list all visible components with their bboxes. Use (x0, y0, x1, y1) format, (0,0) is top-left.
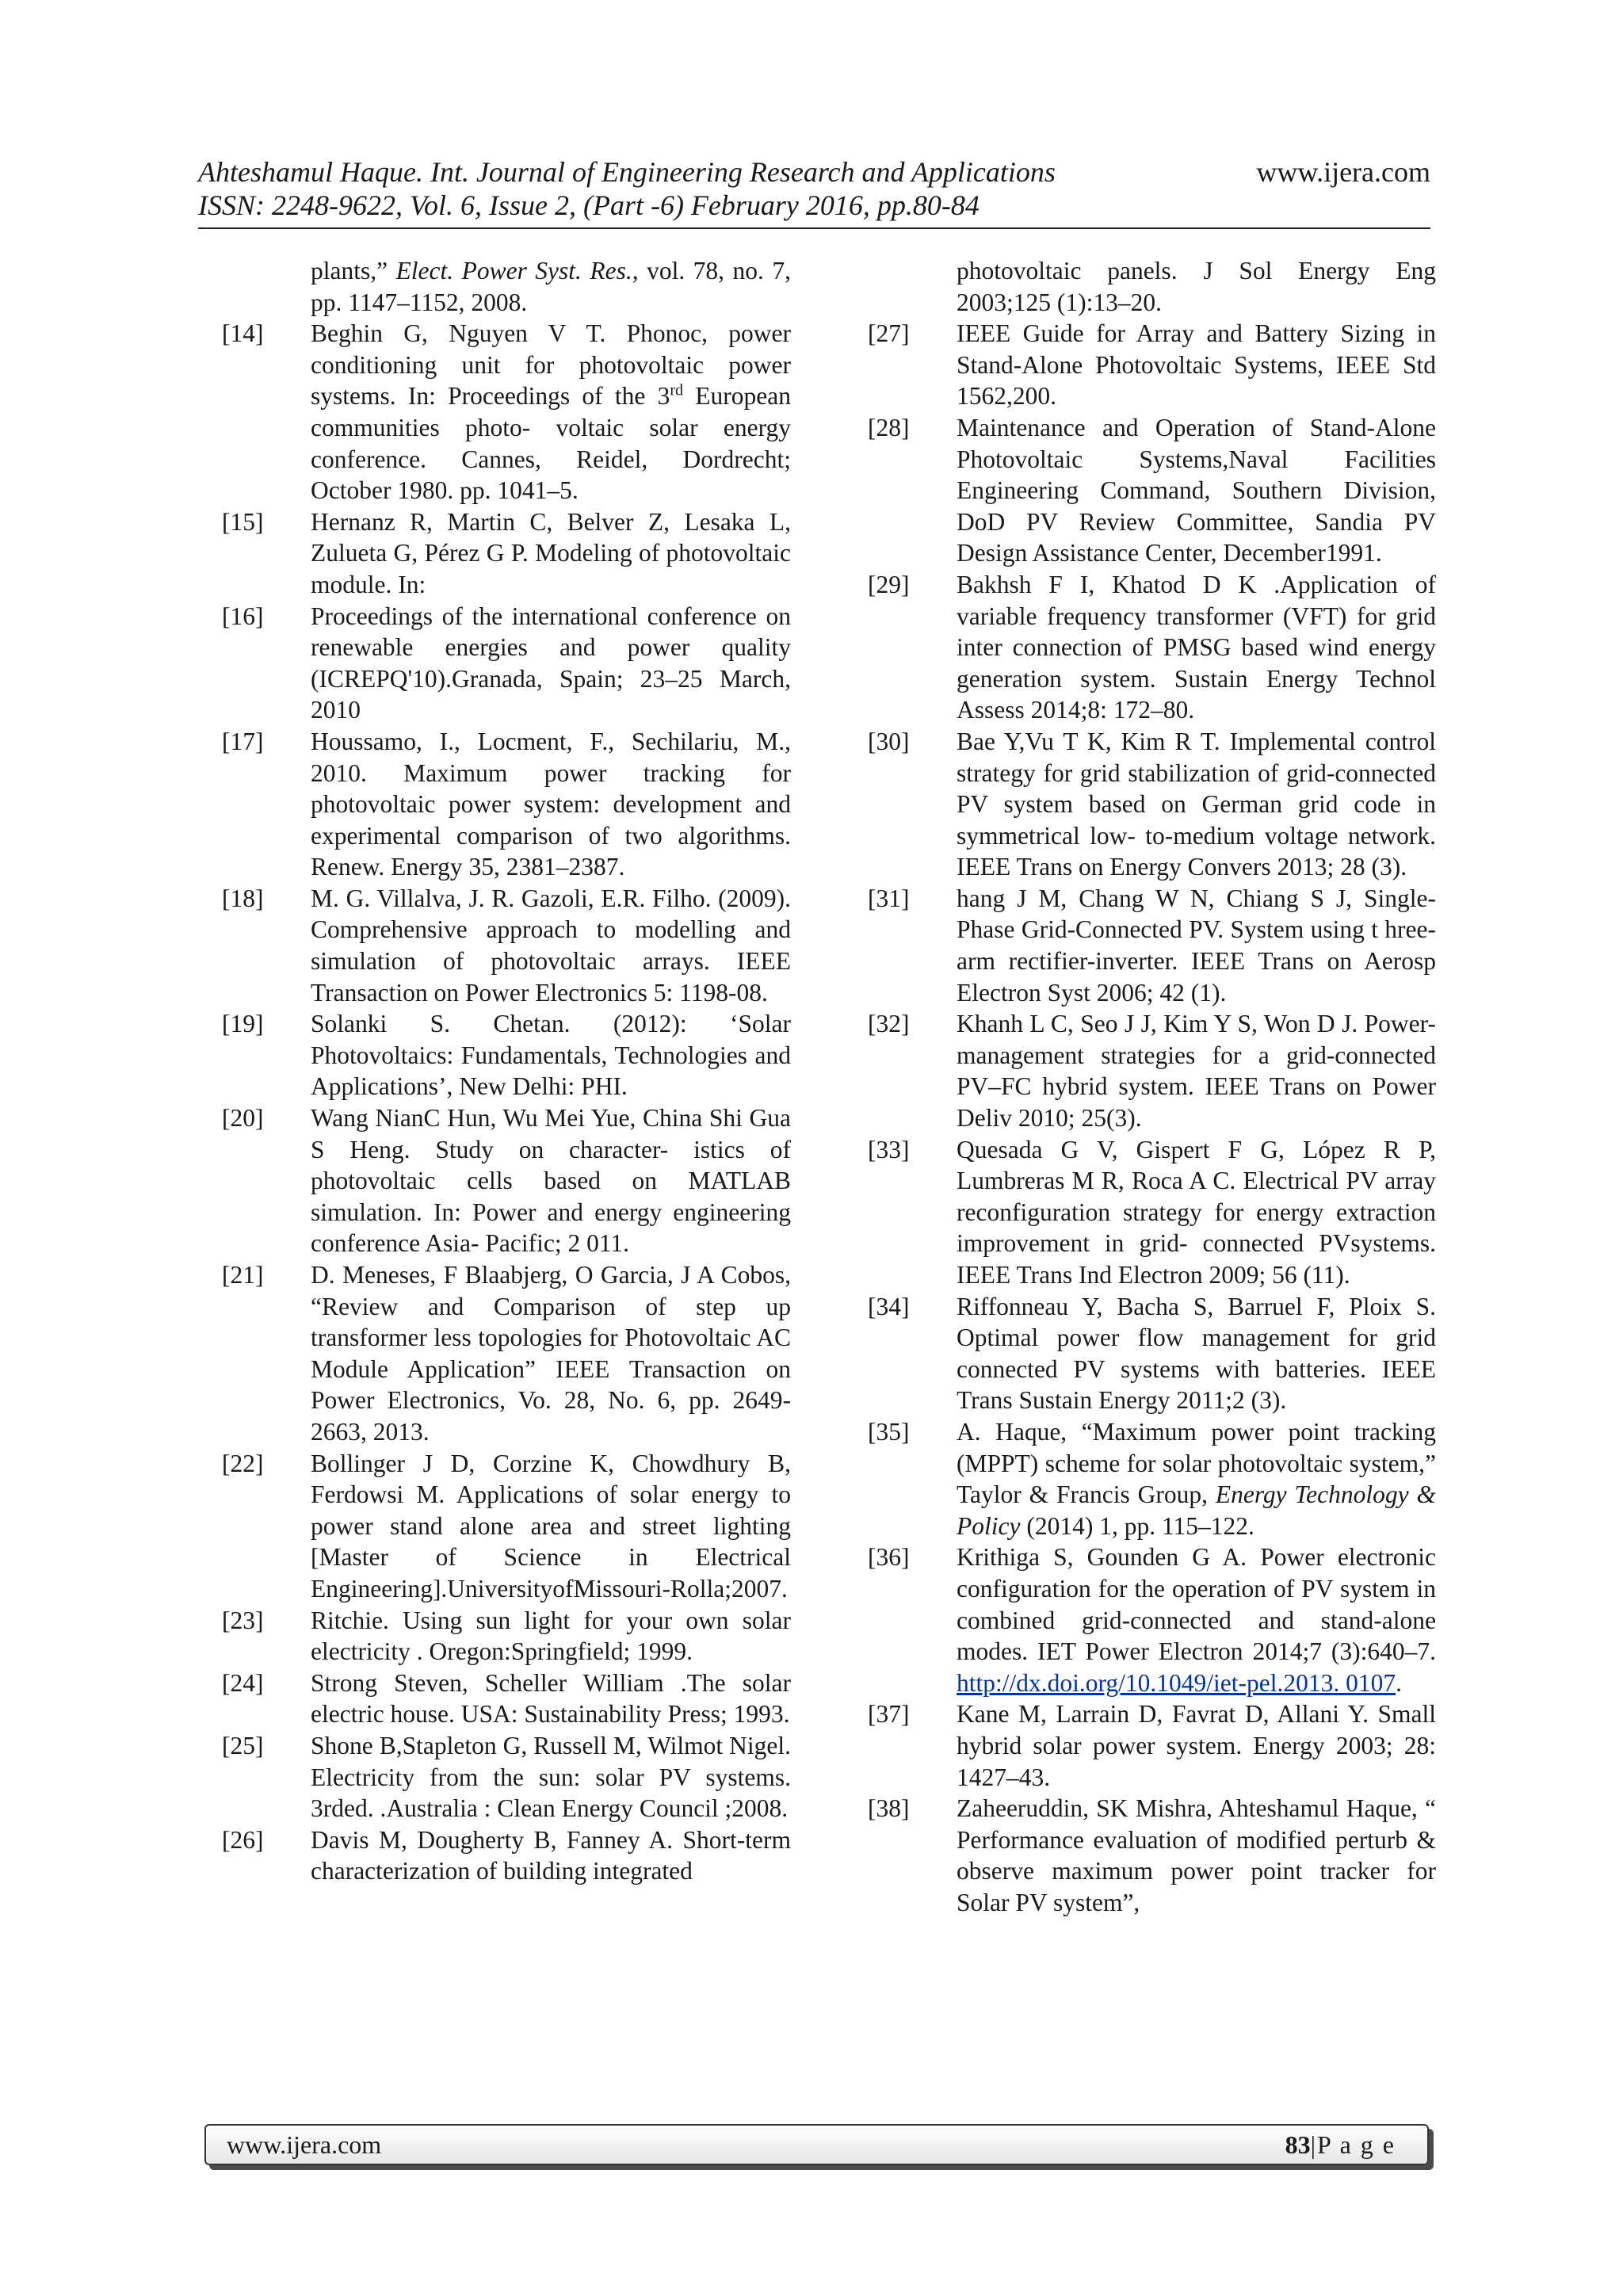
reference-32: [32] Khanh L C, Seo J J, Kim Y S, Won D J. Power-management strategies for a grid-connected PV–FC hybrid system. IEEE Trans on Power Deliv 2010; 25(3). (868, 1010, 1436, 1133)
header-divider (198, 227, 1430, 229)
reference-22: [22] Bollinger J D, Corzine K, Chowdhury B, Ferdowsi M. Applications of solar energy to power stand alone area and street lighting [Master of Science in Electrical Engineering].UniversityofMissouri-Rolla;2007. (222, 1449, 791, 1603)
reference-19: [19] Solanki S. Chetan. (2012): ‘Solar Photovoltaics: Fundamentals, Technologies and Applications’, New Delhi: PHI. (222, 1010, 791, 1101)
reference-38: [38] Zaheeruddin, SK Mishra, Ahteshamul Haque, “ Performance evaluation of modified perturb & observe maximum power point tracker for Solar PV system”, (868, 1794, 1436, 1916)
reference-18: [18] M. G. Villalva, J. R. Gazoli, E.R. Filho. (2009). Comprehensive approach to modelling and simulation of photovoltaic arrays. IEEE Transaction on Power Electronics 5: 1198-08. (222, 884, 791, 1007)
page-footer (204, 2124, 1429, 2165)
reference-20: [20] Wang NianC Hun, Wu Mei Yue, China Shi Gua S Heng. Study on character- istics of photovoltaic cells based on MATLAB simulation. In: Power and energy engineering conference Asia- Pacific; 2 011. (222, 1104, 791, 1258)
reference-15: [15] Hernanz R, Martin C, Belver Z, Lesaka L, Zulueta G, Pérez G P. Modeling of photovoltaic module. In: (222, 507, 791, 598)
journal-title: Ahteshamul Haque. Int. Journal of Engineering Research and Applications (198, 156, 1056, 188)
page-header (198, 155, 1430, 222)
reference-17: [17] Houssamo, I., Locment, F., Sechilariu, M., 2010. Maximum power tracking for photovoltaic power system: development and experimental comparison of two algorithms. Renew. Energy 35, 2381–2387. (222, 727, 791, 881)
reference-33: [33] Quesada G V, Gispert F G, López R P, Lumbreras M R, Roca A C. Electrical PV array reconfiguration strategy for energy extraction improvement in grid- connected PVsystems. IEEE Trans Ind Electron 2009; 56 (11). (868, 1135, 1436, 1289)
doi-link[interactable]: http://dx.doi.org/10.1049/iet-pel.2013. 0107 (957, 1668, 1396, 1697)
issn-line: ISSN: 2248-9622, Vol. 6, Issue 2, (Part -6) February 2016, pp.80-84 (198, 189, 980, 221)
reference-37: [37] Kane M, Larrain D, Favrat D, Allani Y. Small hybrid solar power system. Energy 2003; 28: 1427–43. (868, 1700, 1436, 1791)
reference-29: [29] Bakhsh F I, Khatod D K .Application of variable frequency transformer (VFT) for grid inter connection of PMSG based wind energy generation system. Sustain Energy Technol Assess 2014;8: 172–80. (868, 570, 1436, 724)
footer-website[interactable]: www.ijera.com (227, 2130, 382, 2159)
reference-25: [25] Shone B,Stapleton G, Russell M, Wilmot Nigel. Electricity from the sun: solar PV systems. 3rded. .Australia : Clean Energy Council ;2008. (222, 1731, 791, 1823)
reference-continuation: photovoltaic panels. J Sol Energy Eng 2003;125 (1):13–20. (957, 257, 1436, 316)
reference-28: [28] Maintenance and Operation of Stand-Alone Photovoltaic Systems,Naval Facilities Engineering Command, Southern Division, DoD PV Review Committee, Sandia PV Design Assistance Center, December1991. (868, 413, 1436, 567)
reference-26: [26] Davis M, Dougherty B, Fanney A. Short-term characterization of building integrated (222, 1825, 791, 1885)
reference-21: [21] D. Meneses, F Blaabjerg, O Garcia, J A Cobos, “Review and Comparison of step up transformer less topologies for Photovoltaic AC Module Application” IEEE Transaction on Power Electronics, Vo. 28, No. 6, pp. 2649-2663, 2013. (222, 1261, 791, 1446)
reference-14: [14] Beghin G, Nguyen V T. Phonoc, power conditioning unit for photovoltaic power systems. In: Proceedings of the 3rd European communities photo- voltaic solar energy conference. Cannes, Reidel, Dordrecht; October 1980. pp. 1041–5. (222, 319, 792, 505)
page-number-label: 83|P a g e (1285, 2130, 1396, 2159)
page-number: 83 (1285, 2130, 1311, 2159)
reference-36: [36] Krithiga S, Gounden G A. Power electronic configuration for the operation of PV system in combined grid-connected and stand-alone modes. IET Power Electron 2014;7 (3):640–7. http://dx.doi.org/10.1049/iet-pel.2013. 0107. (868, 1543, 1436, 1697)
reference-24: [24] Strong Steven, Scheller William .The solar electric house. USA: Sustainability Press; 1993. (222, 1668, 791, 1729)
reference-column-right (868, 255, 1436, 1918)
reference-31: [31] hang J M, Chang W N, Chiang S J, Single-Phase Grid-Connected PV. System using t hree-arm rectifier-inverter. IEEE Trans on Aerosp Electron Syst 2006; 42 (1). (868, 884, 1436, 1007)
reference-column-left (222, 255, 791, 1887)
journal-website[interactable]: www.ijera.com (1256, 156, 1430, 188)
reference-23: [23] Ritchie. Using sun light for your own solar electricity . Oregon:Springfield; 1999. (222, 1606, 791, 1666)
reference-27: [27] IEEE Guide for Array and Battery Sizing in Stand-Alone Photovoltaic Systems, IEEE Std 1562,200. (868, 319, 1436, 411)
reference-30: [30] Bae Y,Vu T K, Kim R T. Implemental control strategy for grid stabilization of grid-connected PV system based on German grid code in symmetrical low- to-medium voltage network. IEEE Trans on Energy Convers 2013; 28 (3). (868, 727, 1436, 881)
reference-34: [34] Riffonneau Y, Bacha S, Barruel F, Ploix S. Optimal power flow management for grid connected PV systems with batteries. IEEE Trans Sustain Energy 2011;2 (3). (868, 1292, 1436, 1415)
reference-35: [35] A. Haque, “Maximum power point tracking (MPPT) scheme for solar photovoltaic system,” Taylor & Francis Group, Energy Technology & Policy (2014) 1, pp. 115–122. (868, 1417, 1436, 1540)
reference-16: [16] Proceedings of the international conference on renewable energies and power quality (ICREPQ'10).Granada, Spain; 23–25 March, 2010 (222, 602, 791, 724)
reference-continuation: plants,” Elect. Power Syst. Res., vol. 78, no. 7, pp. 1147–1152, 2008. (311, 257, 791, 316)
